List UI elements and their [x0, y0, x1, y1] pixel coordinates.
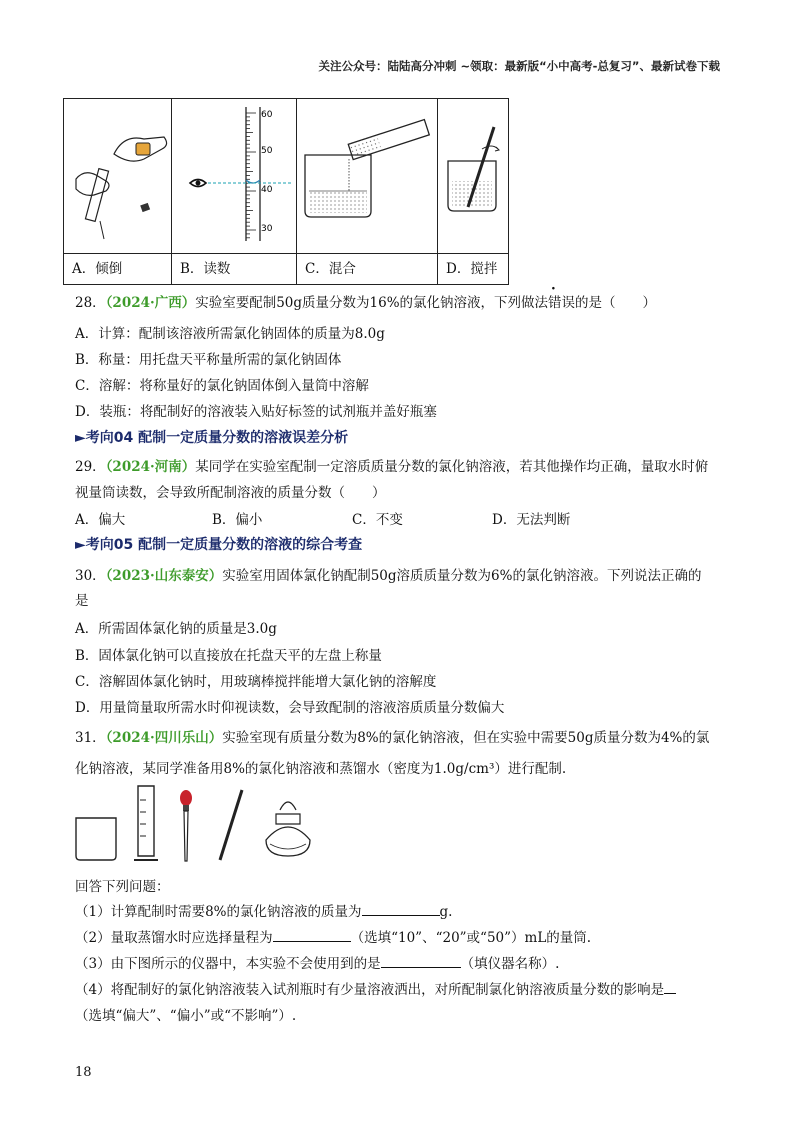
- tick-label-40: 40: [261, 185, 273, 195]
- apparatus-figure: [70, 780, 330, 870]
- option-a-label: A．倾倒: [64, 254, 172, 285]
- answer-blank-4[interactable]: [664, 979, 676, 994]
- stem-text: 某同学在实验室配制一定溶质质量分数的氯化钠溶液，若其他操作均正确，量取水时俯: [195, 459, 709, 475]
- question-number: 28．: [75, 295, 106, 311]
- q28-option-c: C．溶解：将称量好的氯化钠固体倒入量筒中溶解: [75, 378, 369, 394]
- part-4-text: （4）将配制好的氯化钠溶液装入试剂瓶时有少量溶液洒出，对所配制氯化钠溶液质量分数的影响是: [75, 982, 665, 998]
- section-heading-04: ►考向04 配制一定质量分数的溶液误差分析: [75, 430, 349, 446]
- q31-part-1: [75, 900, 452, 920]
- stem-text: 实验室现有质量分数为8%的氯化钠溶液，但在实验中需要50g质量分数为4%的氯: [222, 730, 710, 746]
- q29-option-d: D．无法判断: [492, 512, 571, 528]
- mixing-illustration: [297, 99, 437, 253]
- q31-part-4-cont: （选填“偏大”、“偏小”或“不影响”）.: [75, 1008, 297, 1024]
- q30-option-c: C．溶解固体氯化钠时，用玻璃棒搅拌能增大氯化钠的溶解度: [75, 674, 437, 690]
- question-number: 29．: [75, 459, 106, 475]
- option-b-label: B．读数: [172, 254, 297, 285]
- question-30-stem: [75, 564, 701, 584]
- answer-blank-2[interactable]: [273, 927, 351, 942]
- part-2-text-end: （选填“10”、“20”或“50”）mL的量筒.: [350, 930, 592, 946]
- emphasis-text: 错误: [548, 295, 576, 311]
- question-source: （2024·广西）: [105, 295, 196, 311]
- question-number: 31．: [75, 730, 106, 746]
- alcohol-lamp-icon: [266, 802, 310, 856]
- cylinder-scale: [246, 113, 256, 238]
- beaker-icon: [76, 818, 116, 860]
- q30-option-b: B．固体氯化钠可以直接放在托盘天平的左盘上称量: [75, 648, 382, 664]
- stem-text: 实验室用固体氯化钠配制50g溶质质量分数为6%的氯化钠溶液。下列说法正确的: [222, 568, 702, 584]
- question-30-stem-2: 是: [75, 593, 89, 609]
- q28-option-d: D．装瓶：将配制好的溶液装入贴好标签的试剂瓶并盖好瓶塞: [75, 404, 437, 420]
- question-28-stem: [75, 291, 656, 311]
- option-c-label: C．混合: [297, 254, 438, 285]
- tick-label-30: 30: [261, 224, 273, 234]
- page-header: 关注公众号：陆陆高分冲刺 ~领取：最新版“小中高考-总复习”、最新试卷下载: [318, 59, 720, 73]
- q30-option-d: D．用量筒量取所需水时仰视读数，会导致配制的溶液溶质质量分数偏大: [75, 700, 505, 716]
- reading-illustration: [172, 99, 296, 253]
- question-29-stem-2: 视量筒读数，会导致所配制溶液的质量分数（ ）: [75, 485, 386, 501]
- pouring-illustration: [64, 99, 171, 253]
- stirring-illustration: [438, 99, 508, 253]
- q29-option-c: C．不变: [352, 512, 403, 528]
- graduated-cylinder-icon: [134, 786, 158, 860]
- stem-text: 实验室要配制50g质量分数为16%的氯化钠溶液，下列做法: [195, 295, 549, 311]
- part-3-text-end: （填仪器名称）.: [460, 956, 560, 972]
- question-number: 30．: [75, 568, 106, 584]
- tick-label-60: 60: [261, 110, 273, 120]
- glass-rod-icon: [220, 790, 242, 860]
- q31-part-2: [75, 926, 591, 946]
- question-31-stem-2: 化钠溶液，某同学准备用8%的氯化钠溶液和蒸馏水（密度为1.0g/cm³）进行配制.: [75, 761, 567, 777]
- answer-blank-1[interactable]: [362, 901, 440, 916]
- part-3-text: （3）由下图所示的仪器中，本实验不会使用到的是: [75, 956, 381, 972]
- question-31-intro: 回答下列问题：: [75, 879, 170, 895]
- question-31-stem: [75, 726, 709, 746]
- option-figure-table: [63, 98, 509, 285]
- tick-label-50: 50: [261, 146, 273, 156]
- q31-part-3: [75, 952, 559, 972]
- pouring-figure: [64, 99, 172, 254]
- question-source: （2024·四川乐山）: [105, 730, 223, 746]
- part-1-unit: g.: [439, 904, 453, 920]
- q28-option-a: A．计算：配制该溶液所需氯化钠固体的质量为8.0g: [75, 326, 385, 342]
- page-number: 18: [75, 1065, 92, 1080]
- q31-part-4: [75, 978, 676, 998]
- q29-option-a: A．偏大: [75, 512, 126, 528]
- question-source: （2023·山东泰安）: [105, 568, 223, 584]
- q29-option-b: B．偏小: [212, 512, 263, 528]
- question-29-stem: [75, 455, 708, 475]
- mixing-figure: [297, 99, 438, 254]
- stem-text-end: 的是（ ）: [575, 295, 657, 311]
- part-1-text: （1）计算配制时需要8%的氯化钠溶液的质量为: [75, 904, 362, 920]
- answer-blank-3[interactable]: [381, 953, 461, 968]
- question-source: （2024·河南）: [105, 459, 196, 475]
- reading-figure: [172, 99, 297, 254]
- stirring-figure: [438, 99, 509, 254]
- dropper-icon: [180, 790, 192, 861]
- option-d-label: D．搅拌: [438, 254, 509, 285]
- section-heading-05: ►考向05 配制一定质量分数的溶液的综合考查: [75, 537, 363, 553]
- part-2-text: （2）量取蒸馏水时应选择量程为: [75, 930, 273, 946]
- q30-option-a: A．所需固体氯化钠的质量是3.0g: [75, 621, 277, 637]
- q28-option-b: B．称量：用托盘天平称量所需的氯化钠固体: [75, 352, 342, 368]
